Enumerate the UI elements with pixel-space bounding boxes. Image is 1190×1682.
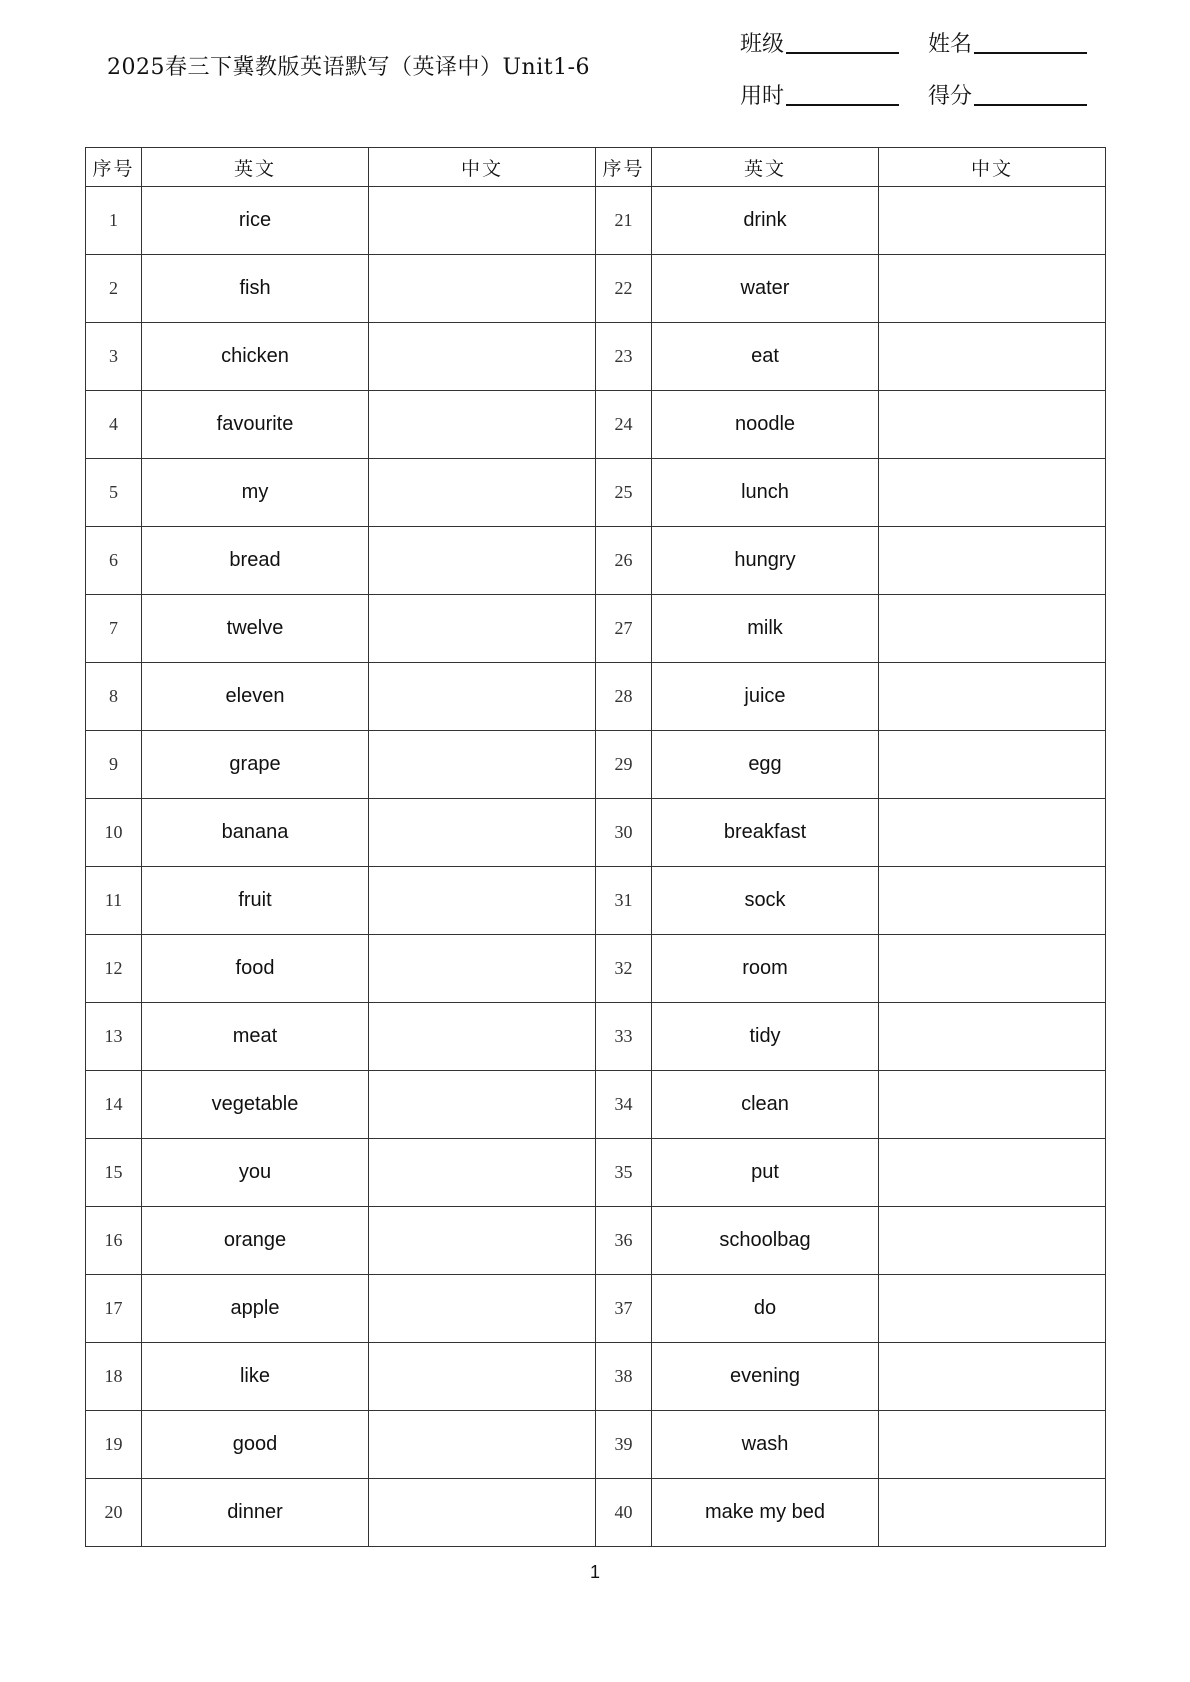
item-number: 39 bbox=[596, 1411, 652, 1479]
item-number: 3 bbox=[86, 323, 142, 391]
chinese-answer-cell[interactable] bbox=[369, 1207, 596, 1275]
english-word: you bbox=[142, 1139, 369, 1207]
item-number: 35 bbox=[596, 1139, 652, 1207]
chinese-answer-cell[interactable] bbox=[369, 391, 596, 459]
item-number: 8 bbox=[86, 663, 142, 731]
english-word: sock bbox=[652, 867, 879, 935]
chinese-answer-cell[interactable] bbox=[879, 527, 1106, 595]
chinese-answer-cell[interactable] bbox=[879, 187, 1106, 255]
class-field bbox=[740, 26, 899, 58]
page-number: 1 bbox=[589, 1562, 600, 1582]
page-title: 2025春三下冀教版英语默写（英译中）Unit1-6 bbox=[107, 55, 591, 80]
english-word: fish bbox=[142, 255, 369, 323]
item-number: 13 bbox=[86, 1003, 142, 1071]
class-blank bbox=[786, 51, 899, 54]
item-number: 25 bbox=[596, 459, 652, 527]
chinese-answer-cell[interactable] bbox=[879, 1071, 1106, 1139]
item-number: 22 bbox=[596, 255, 652, 323]
item-number: 15 bbox=[86, 1139, 142, 1207]
chinese-answer-cell[interactable] bbox=[879, 1343, 1106, 1411]
item-number: 40 bbox=[596, 1479, 652, 1547]
column-header-number: 序号 bbox=[86, 148, 142, 187]
chinese-answer-cell[interactable] bbox=[369, 527, 596, 595]
chinese-answer-cell[interactable] bbox=[369, 935, 596, 1003]
english-word: make my bed bbox=[652, 1479, 879, 1547]
score-field bbox=[928, 78, 1087, 110]
item-number: 4 bbox=[86, 391, 142, 459]
item-number: 36 bbox=[596, 1207, 652, 1275]
table-row bbox=[86, 255, 1106, 323]
item-number: 1 bbox=[86, 187, 142, 255]
english-word: fruit bbox=[142, 867, 369, 935]
chinese-answer-cell[interactable] bbox=[369, 459, 596, 527]
chinese-answer-cell[interactable] bbox=[369, 1003, 596, 1071]
table-row bbox=[86, 935, 1106, 1003]
chinese-answer-cell[interactable] bbox=[369, 1275, 596, 1343]
table-header-row bbox=[86, 148, 1106, 187]
vocab-table-body bbox=[86, 187, 1106, 1547]
vocab-table bbox=[85, 147, 1106, 1547]
table-row bbox=[86, 1343, 1106, 1411]
table-row bbox=[86, 1411, 1106, 1479]
column-header-english: 英文 bbox=[142, 148, 369, 187]
chinese-answer-cell[interactable] bbox=[369, 1479, 596, 1547]
english-word: eleven bbox=[142, 663, 369, 731]
item-number: 19 bbox=[86, 1411, 142, 1479]
chinese-answer-cell[interactable] bbox=[879, 799, 1106, 867]
english-word: eat bbox=[652, 323, 879, 391]
english-word: food bbox=[142, 935, 369, 1003]
chinese-answer-cell[interactable] bbox=[879, 1479, 1106, 1547]
item-number: 12 bbox=[86, 935, 142, 1003]
english-word: egg bbox=[652, 731, 879, 799]
item-number: 11 bbox=[86, 867, 142, 935]
english-word: put bbox=[652, 1139, 879, 1207]
item-number: 32 bbox=[596, 935, 652, 1003]
item-number: 28 bbox=[596, 663, 652, 731]
table-row bbox=[86, 1139, 1106, 1207]
time-label: 用时 bbox=[740, 84, 785, 109]
time-field bbox=[740, 78, 899, 110]
name-field bbox=[928, 26, 1087, 58]
chinese-answer-cell[interactable] bbox=[879, 935, 1106, 1003]
english-word: orange bbox=[142, 1207, 369, 1275]
chinese-answer-cell[interactable] bbox=[369, 867, 596, 935]
english-word: bread bbox=[142, 527, 369, 595]
item-number: 37 bbox=[596, 1275, 652, 1343]
chinese-answer-cell[interactable] bbox=[879, 1003, 1106, 1071]
table-row bbox=[86, 867, 1106, 935]
table-row bbox=[86, 799, 1106, 867]
chinese-answer-cell[interactable] bbox=[879, 595, 1106, 663]
english-word: room bbox=[652, 935, 879, 1003]
item-number: 14 bbox=[86, 1071, 142, 1139]
item-number: 34 bbox=[596, 1071, 652, 1139]
english-word: banana bbox=[142, 799, 369, 867]
table-row bbox=[86, 663, 1106, 731]
chinese-answer-cell[interactable] bbox=[369, 255, 596, 323]
english-word: noodle bbox=[652, 391, 879, 459]
item-number: 16 bbox=[86, 1207, 142, 1275]
english-word: dinner bbox=[142, 1479, 369, 1547]
chinese-answer-cell[interactable] bbox=[369, 187, 596, 255]
item-number: 24 bbox=[596, 391, 652, 459]
item-number: 33 bbox=[596, 1003, 652, 1071]
time-blank bbox=[786, 103, 899, 106]
english-word: water bbox=[652, 255, 879, 323]
english-word: juice bbox=[652, 663, 879, 731]
english-word: breakfast bbox=[652, 799, 879, 867]
english-word: my bbox=[142, 459, 369, 527]
english-word: clean bbox=[652, 1071, 879, 1139]
table-row bbox=[86, 527, 1106, 595]
item-number: 26 bbox=[596, 527, 652, 595]
table-row bbox=[86, 391, 1106, 459]
column-header-chinese: 中文 bbox=[879, 148, 1106, 187]
english-word: wash bbox=[652, 1411, 879, 1479]
table-row bbox=[86, 187, 1106, 255]
chinese-answer-cell[interactable] bbox=[879, 255, 1106, 323]
item-number: 38 bbox=[596, 1343, 652, 1411]
name-blank bbox=[974, 51, 1087, 54]
chinese-answer-cell[interactable] bbox=[369, 1139, 596, 1207]
table-row bbox=[86, 323, 1106, 391]
chinese-answer-cell[interactable] bbox=[879, 1139, 1106, 1207]
table-row bbox=[86, 731, 1106, 799]
chinese-answer-cell[interactable] bbox=[879, 731, 1106, 799]
chinese-answer-cell[interactable] bbox=[879, 459, 1106, 527]
english-word: evening bbox=[652, 1343, 879, 1411]
english-word: tidy bbox=[652, 1003, 879, 1071]
table-row bbox=[86, 459, 1106, 527]
chinese-answer-cell[interactable] bbox=[369, 663, 596, 731]
table-row bbox=[86, 595, 1106, 663]
english-word: good bbox=[142, 1411, 369, 1479]
chinese-answer-cell[interactable] bbox=[369, 595, 596, 663]
table-row bbox=[86, 1071, 1106, 1139]
item-number: 20 bbox=[86, 1479, 142, 1547]
chinese-answer-cell[interactable] bbox=[369, 1343, 596, 1411]
class-label: 班级 bbox=[740, 32, 785, 57]
english-word: vegetable bbox=[142, 1071, 369, 1139]
table-row bbox=[86, 1207, 1106, 1275]
english-word: do bbox=[652, 1275, 879, 1343]
chinese-answer-cell[interactable] bbox=[369, 731, 596, 799]
table-row bbox=[86, 1479, 1106, 1547]
english-word: chicken bbox=[142, 323, 369, 391]
item-number: 21 bbox=[596, 187, 652, 255]
english-word: favourite bbox=[142, 391, 369, 459]
item-number: 6 bbox=[86, 527, 142, 595]
item-number: 5 bbox=[86, 459, 142, 527]
name-label: 姓名 bbox=[928, 32, 973, 57]
chinese-answer-cell[interactable] bbox=[879, 663, 1106, 731]
chinese-answer-cell[interactable] bbox=[879, 391, 1106, 459]
item-number: 31 bbox=[596, 867, 652, 935]
english-word: rice bbox=[142, 187, 369, 255]
chinese-answer-cell[interactable] bbox=[879, 323, 1106, 391]
column-header-english: 英文 bbox=[652, 148, 879, 187]
chinese-answer-cell[interactable] bbox=[369, 1071, 596, 1139]
english-word: meat bbox=[142, 1003, 369, 1071]
chinese-answer-cell[interactable] bbox=[369, 1411, 596, 1479]
score-blank bbox=[974, 103, 1087, 106]
item-number: 7 bbox=[86, 595, 142, 663]
chinese-answer-cell[interactable] bbox=[879, 867, 1106, 935]
english-word: grape bbox=[142, 731, 369, 799]
item-number: 23 bbox=[596, 323, 652, 391]
item-number: 9 bbox=[86, 731, 142, 799]
english-word: twelve bbox=[142, 595, 369, 663]
english-word: drink bbox=[652, 187, 879, 255]
column-header-number: 序号 bbox=[596, 148, 652, 187]
english-word: milk bbox=[652, 595, 879, 663]
english-word: lunch bbox=[652, 459, 879, 527]
table-row bbox=[86, 1003, 1106, 1071]
column-header-chinese: 中文 bbox=[369, 148, 596, 187]
item-number: 30 bbox=[596, 799, 652, 867]
table-row bbox=[86, 1275, 1106, 1343]
chinese-answer-cell[interactable] bbox=[879, 1207, 1106, 1275]
chinese-answer-cell[interactable] bbox=[369, 799, 596, 867]
item-number: 17 bbox=[86, 1275, 142, 1343]
english-word: hungry bbox=[652, 527, 879, 595]
chinese-answer-cell[interactable] bbox=[369, 323, 596, 391]
score-label: 得分 bbox=[928, 84, 973, 109]
english-word: like bbox=[142, 1343, 369, 1411]
item-number: 29 bbox=[596, 731, 652, 799]
english-word: apple bbox=[142, 1275, 369, 1343]
item-number: 27 bbox=[596, 595, 652, 663]
item-number: 18 bbox=[86, 1343, 142, 1411]
english-word: schoolbag bbox=[652, 1207, 879, 1275]
chinese-answer-cell[interactable] bbox=[879, 1411, 1106, 1479]
item-number: 10 bbox=[86, 799, 142, 867]
item-number: 2 bbox=[86, 255, 142, 323]
chinese-answer-cell[interactable] bbox=[879, 1275, 1106, 1343]
